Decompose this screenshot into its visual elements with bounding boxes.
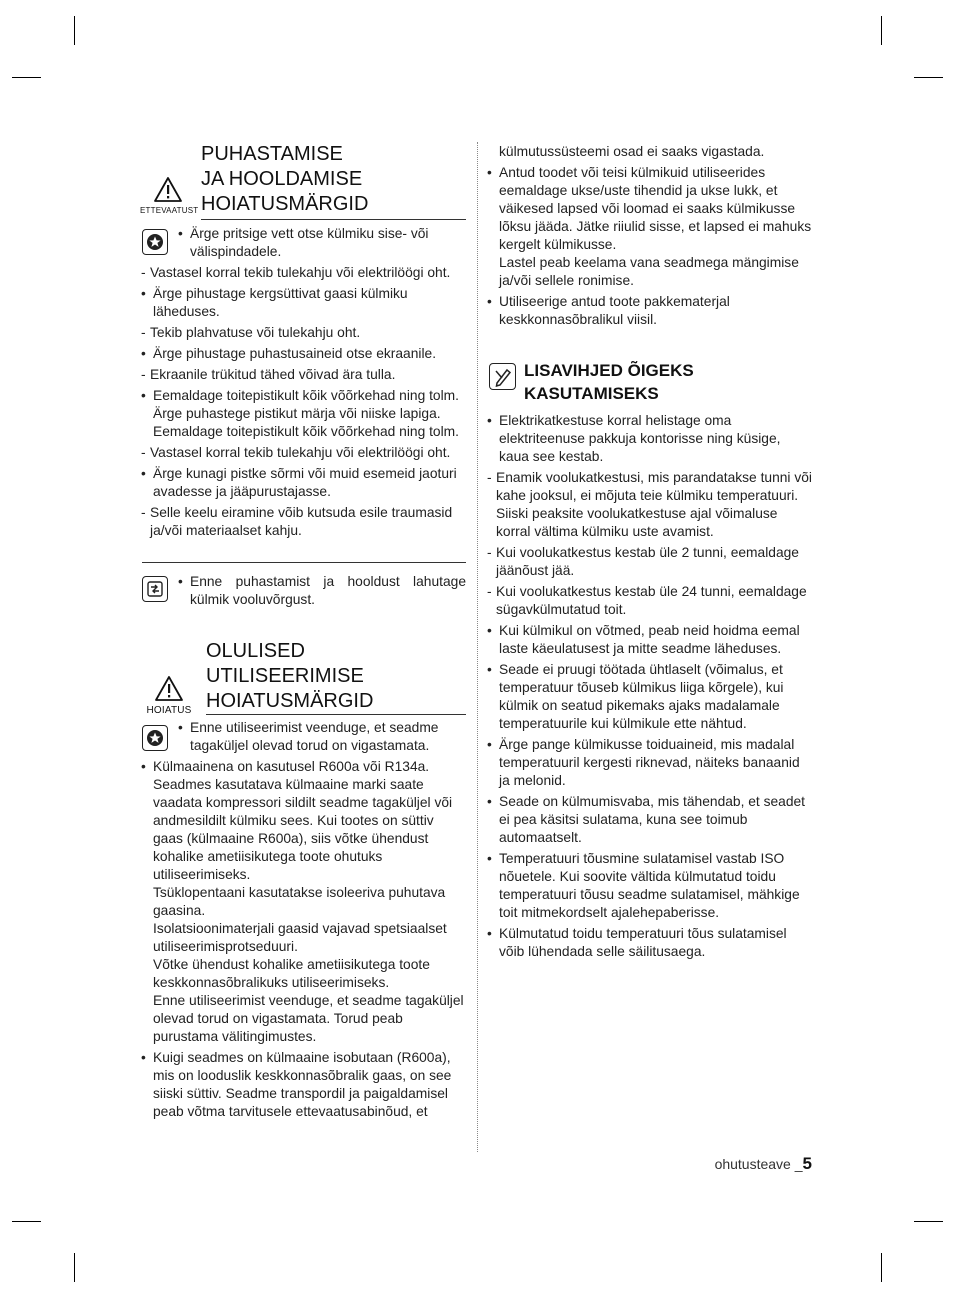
- important-icon: [142, 725, 168, 751]
- crop-mark: [12, 77, 41, 78]
- section-disposal-body: [140, 719, 466, 1121]
- crop-mark: [74, 1253, 75, 1282]
- left-column: [140, 140, 466, 1124]
- list-item: • Külmaainena on kasutusel R600a või R134a. Seadmes kasutatava külmaaine marki saate vaadata kompressori sildilt seadme tagaküljel või andmesildilt külmiku sees. Kui tootes on süttiv gaas (külmaaine R600a), siis võtke ühendust kohalike ametiisikutega toote ohutuks utiliseerimiseks.: [140, 758, 466, 884]
- crop-mark: [12, 1221, 41, 1222]
- warning-badge: [140, 675, 198, 716]
- list-item: • Antud toodet või teisi külmikuid utiliseerides eemaldage ukse/uste tihendid ja ukse lukk, et väikesed lapsed või loomad ei saaks külmikusse lõksu jääda. Jätke riiulid sisse, et lapsed ei mahuks kergelt külmikusse.: [486, 164, 814, 254]
- section-tips-heading: [486, 359, 814, 409]
- warning-caption: HOIATUS: [146, 705, 192, 716]
- list-item: • Ärge pihustage kergsüttivat gaasi külmiku läheduses.: [140, 285, 466, 321]
- section-rule: [206, 714, 466, 715]
- unplug-note: • Enne puhastamist ja hooldust lahutage külmik vooluvõrgust.: [177, 573, 466, 609]
- right-column: [486, 140, 814, 964]
- section-cleaning-heading: [140, 140, 466, 219]
- crop-mark: [914, 1221, 943, 1222]
- list-item: • Ärge pihustage puhastusaineid otse ekraanile.: [140, 345, 466, 363]
- crop-mark: [881, 16, 882, 45]
- list-item: • Eemaldage toitepistikult kõik võõrkehad ning tolm. Ärge puhastege pistikut märja või niiske lapiga. Eemaldage toitepistikult kõik võõrkehad ning tolm.: [140, 387, 466, 441]
- list-item: - Tekib plahvatuse või tulekahju oht.: [140, 324, 466, 342]
- list-item: • Seade on külmumisvaba, mis tähendab, et seadet ei pea käsitsi sulatama, kuna see toimub automaatselt.: [486, 793, 814, 847]
- section-cleaning-body: [140, 225, 466, 540]
- caution-badge: [140, 176, 199, 215]
- section-disposal-heading: [140, 639, 466, 714]
- list-item: • Ärge kunagi pistke sõrmi või muid esemeid jaoturi avadesse ja jääpurustajasse.: [140, 465, 466, 501]
- list-item: • Ärge pritsige vett otse külmiku sise- või välispindadele.: [177, 225, 466, 261]
- disposal-continued-list: [486, 143, 814, 329]
- list-item: • Temperatuuri tõusmine sulatamisel vastab ISO nõuetele. Kui soovite vältida külmutatud toidu temperatuuri tõusu seadme sulatamisel, mähkige toit mitmekordselt ajalehepaberisse.: [486, 850, 814, 922]
- warning-triangle-icon: [153, 176, 183, 203]
- list-item: Isolatsioonimaterjali gaasid vajavad spetsiaalset utiliseerimisprotseduuri.: [153, 921, 447, 954]
- list-item: • Enne utiliseerimist veenduge, et seadme tagaküljel olevad torud on vigastamata.: [177, 719, 466, 755]
- list-item: • Külmutatud toidu temperatuuri tõus sulatamisel võib lühendada selle säilitusaega.: [486, 925, 814, 961]
- unplug-rule: [142, 562, 466, 563]
- list-item: • Seade ei pruugi töötada ühtlaselt (võimalus, et temperatuur tõuseb külmikus liiga kõrgele), kui külmik on seatud pikemaks ajaks madalamale temperatuurile kui külmikule ette nähtud.: [486, 661, 814, 733]
- list-item: Lastel peab keelama vana seadmega mängimise ja/või sellele ronimise.: [499, 255, 799, 288]
- crop-mark: [74, 16, 75, 45]
- list-item: • Kui külmikul on võtmed, peab neid hoidma eemal laste käeulatusest ja mitte seadme läheduses.: [486, 622, 814, 658]
- list-item: - Enamik voolukatkestusi, mis parandatakse tunni või kahe jooksul, ei mõjuta teie külmiku temperatuuri. Siiski peaksite voolukatkestuse ajal võimaluse korral vältima külmiku uste avamist.: [486, 469, 814, 541]
- unplug-note-block: [140, 573, 466, 609]
- warning-triangle-icon: [154, 675, 184, 702]
- list-item: • Elektrikatkestuse korral helistage oma elektriteenuse pakkuja kontorisse ning küsige, kaua see kestab.: [486, 412, 814, 466]
- list-item: Tsüklopentaani kasutatakse isoleeriva puhutava gaasina.: [153, 885, 446, 918]
- disposal-warning-list: [140, 719, 466, 1121]
- list-item: • Ärge pange külmikusse toiduaineid, mis madalal temperatuuril kergesti riknevad, näiteks banaanid ja melonid.: [486, 736, 814, 790]
- section-cleaning-title: PUHASTAMISE JA HOOLDAMISE HOIATUSMÄRGID: [201, 143, 369, 215]
- caution-caption: ETTEVAATUST: [140, 206, 199, 215]
- list-item: - Kui voolukatkestus kestab üle 24 tunni, eemaldage sügavkülmutatud toit.: [486, 583, 814, 619]
- footer-label: ohutusteave _: [714, 1156, 803, 1172]
- section-rule: [201, 219, 466, 220]
- list-item: - Kui voolukatkestus kestab üle 2 tunni, eemaldage jäänõust jää.: [486, 544, 814, 580]
- unplug-icon: [142, 576, 168, 602]
- list-item: • Kuigi seadmes on külmaaine isobutaan (R600a), mis on looduslik keskkonnasõbralik gaas, on see siiski süttiv. Seadme transpordil ja paigaldamisel peab võtma tarvitusele ettevaatusabinõud, et: [140, 1049, 466, 1121]
- list-item: • Utiliseerige antud toote pakkematerjal keskkonnasõbralikul viisil.: [486, 293, 814, 329]
- column-divider: [477, 142, 478, 1152]
- list-item: külmutussüsteemi osad ei saaks vigastada.: [499, 144, 765, 159]
- page-number: 5: [802, 1154, 812, 1173]
- page-footer: [715, 1154, 812, 1174]
- list-item: - Ekraanile trükitud tähed võivad ära tulla.: [140, 366, 466, 384]
- cleaning-warning-list: [140, 225, 466, 540]
- crop-mark: [881, 1253, 882, 1282]
- list-item: Võtke ühendust kohalike ametiisikutega toote keskkonnasõbralikuks utiliseerimiseks.: [153, 957, 430, 990]
- tips-list: [486, 412, 814, 961]
- list-item: - Vastasel korral tekib tulekahju või elektrilöögi oht.: [140, 264, 466, 282]
- list-item: - Vastasel korral tekib tulekahju või elektrilöögi oht.: [140, 444, 466, 462]
- section-tips-title: LISAVIHJED ÕIGEKS KASUTAMISEKS: [524, 361, 694, 403]
- note-icon: [489, 363, 516, 390]
- section-disposal-title: OLULISED UTILISEERIMISE HOIATUSMÄRGID: [206, 640, 374, 712]
- list-item: - Selle keelu eiramine võib kutsuda esile traumasid ja/või materiaalset kahju.: [140, 504, 466, 540]
- list-item: Enne utiliseerimist veenduge, et seadme tagaküljel olevad torud on vigastamata. Torud peab purustama välitingimustes.: [153, 993, 464, 1044]
- crop-mark: [914, 77, 943, 78]
- important-icon: [142, 229, 168, 255]
